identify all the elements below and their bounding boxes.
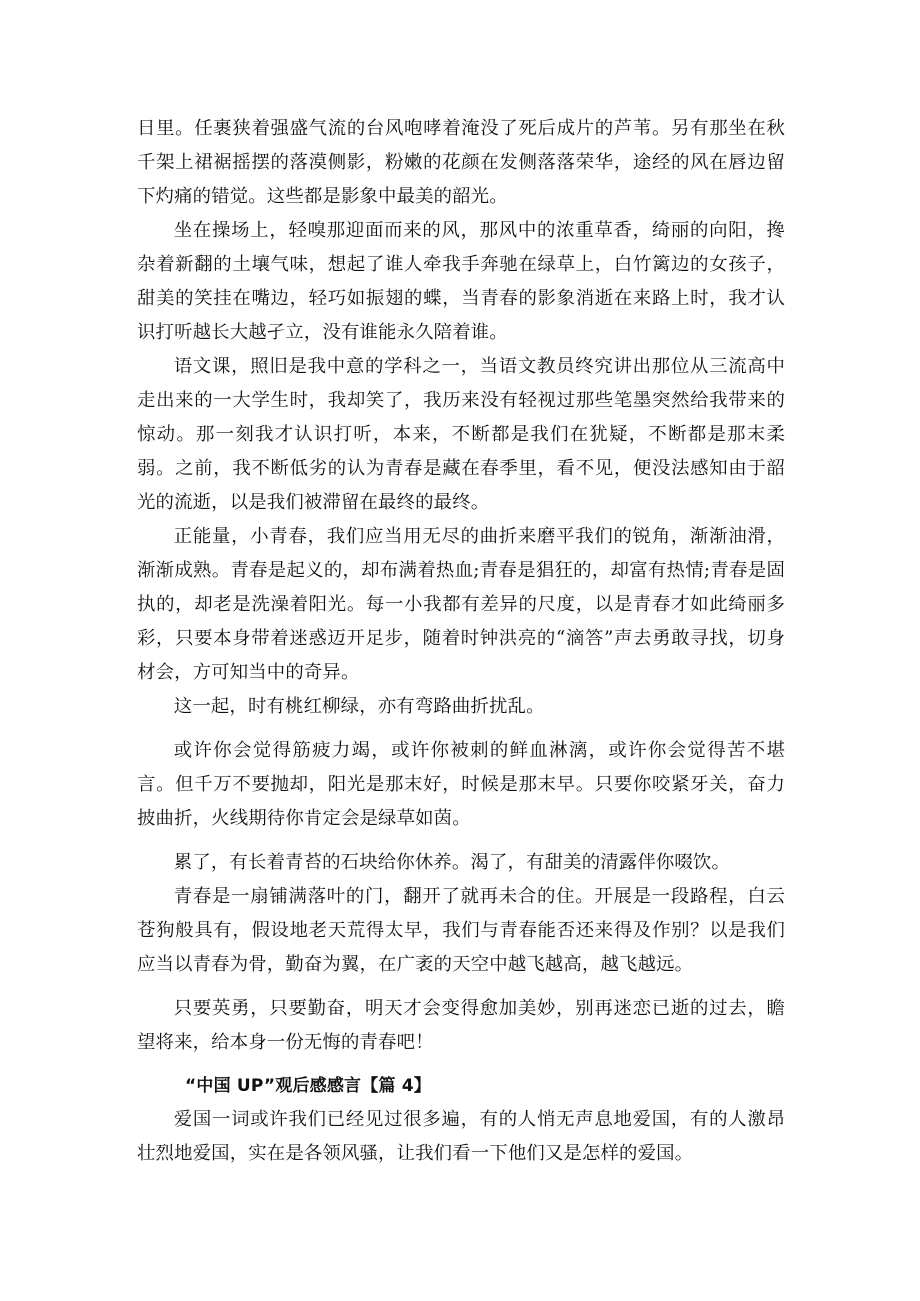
article-body (137, 112, 785, 1171)
paragraph: 只要英勇，只要勤奋，明天才会变得愈加美妙，别再迷恋已逝的过去，瞻望将来，给本身一份无悔的青春吧！ (137, 998, 785, 1053)
paragraph: 青春是一扇铺满落叶的门，翻开了就再未合的住。开展是一段路程，白云苍狗般具有，假设地老天荒得太早，我们与青春能否还来得及作别？以是我们应当以青春为骨，勤奋为翼，在广袤的天空中越飞越高，越飞越远。 (137, 886, 785, 975)
paragraph: 或许你会觉得筋疲力竭，或许你被刺的鲜血淋漓，或许你会觉得苦不堪言。但千万不要抛却，阳光是那末好，时候是那末早。只要你咬紧牙关，奋力披曲折，火线期待你肯定会是绿草如茵。 (137, 740, 785, 829)
paragraph: 这一起，时有桃红柳绿，亦有弯路曲折扰乱。 (173, 696, 545, 717)
paragraph: 爱国一词或许我们已经见过很多遍，有的人悄无声息地爱国，有的人激昂壮烈地爱国，实在是各领风骚，让我们看一下他们又是怎样的爱国。 (137, 1109, 785, 1164)
paragraph: 语文课，照旧是我中意的学科之一，当语文教员终究讲出那位从三流高中走出来的一大学生时，我却笑了，我历来没有轻视过那些笔墨突然给我带来的惊动。那一刻我才认识打听，本来，不断都是我们在犹疑，不断都是那末柔弱。之前，我不断低劣的认为青春是藏在春季里，看不见，便没法感知由于韶光的流逝，以是我们被滞留在最终的最终。 (137, 356, 785, 513)
paragraph: 坐在操场上，轻嗅那迎面而来的风，那风中的浓重草香，绮丽的向阳，搀杂着新翻的土壤气味，想起了谁人牵我手奔驰在绿草上，白竹篱边的女孩子，甜美的笑挂在嘴边，轻巧如振翅的蝶，当青春的影象消逝在来路上时，我才认识打听越长大越孑立，没有谁能永久陪着谁。 (137, 220, 785, 343)
paragraph: 累了，有长着青苔的石块给你休养。渴了，有甜美的清露伴你啜饮。 (173, 852, 731, 873)
section-heading: “中国 UP”观后感感言【篇 4】 (185, 1076, 431, 1096)
paragraph-continuation: 日里。任裹狭着强盛气流的台风咆哮着淹没了死后成片的芦苇。另有那坐在秋千架上裙裾摇摆的落漠侧影，粉嫩的花颜在发侧落落荣华，途经的风在唇边留下灼痛的错觉。这些都是影象中最美的韶光。 (137, 118, 785, 207)
paragraph: 正能量，小青春，我们应当用无尽的曲折来磨平我们的锐角，渐渐油滑，渐渐成熟。青春是起义的，却布满着热血;青春是猖狂的，却富有热情;青春是固执的，却老是洗澡着阳光。每一小我都有差异的尺度，以是青春才如此绮丽多彩，只要本身带着迷惑迈开足步，随着时钟洪亮的“滴答”声去勇敢寻找，切身材会，方可知当中的奇异。 (137, 526, 785, 683)
